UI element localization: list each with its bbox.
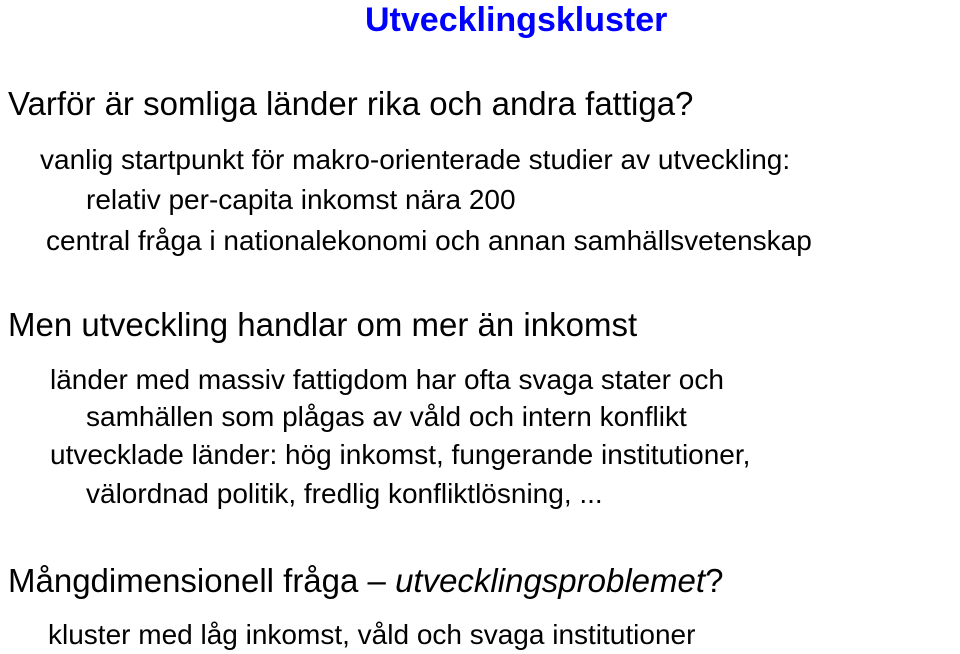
slide-title: Utvecklingskluster [365,1,668,39]
bullet-developed-countries: utvecklade länder: hög inkomst, fungerande institutioner, [50,439,751,470]
bullet-relative-income: relativ per-capita inkomst nära 200 [86,184,516,215]
heading-emphasis: utvecklingsproblemet [395,562,706,599]
bullet-poverty-weak-states: länder med massiv fattigdom har ofta svaga stater och [50,364,724,395]
heading-suffix: ? [705,562,724,599]
bullet-cluster: kluster med låg inkomst, våld och svaga institutioner [48,619,696,650]
bullet-orderly-politics: välordnad politik, fredlig konfliktlösning, ... [86,478,603,509]
section-heading-multidimensional [8,564,723,597]
heading-prefix: Mångdimensionell fråga – [8,562,396,599]
bullet-central-question: central fråga i nationalekonomi och annan samhällsvetenskap [46,225,812,256]
section-heading-beyond-income: Men utveckling handlar om mer än inkomst [8,306,638,343]
bullet-violence-conflict: samhällen som plågas av våld och intern konflikt [86,401,687,432]
bullet-starting-point: vanlig startpunkt för makro-orienterade studier av utveckling: [40,144,791,175]
section-heading-rich-poor: Varför är somliga länder rika och andra fattiga? [8,85,694,122]
